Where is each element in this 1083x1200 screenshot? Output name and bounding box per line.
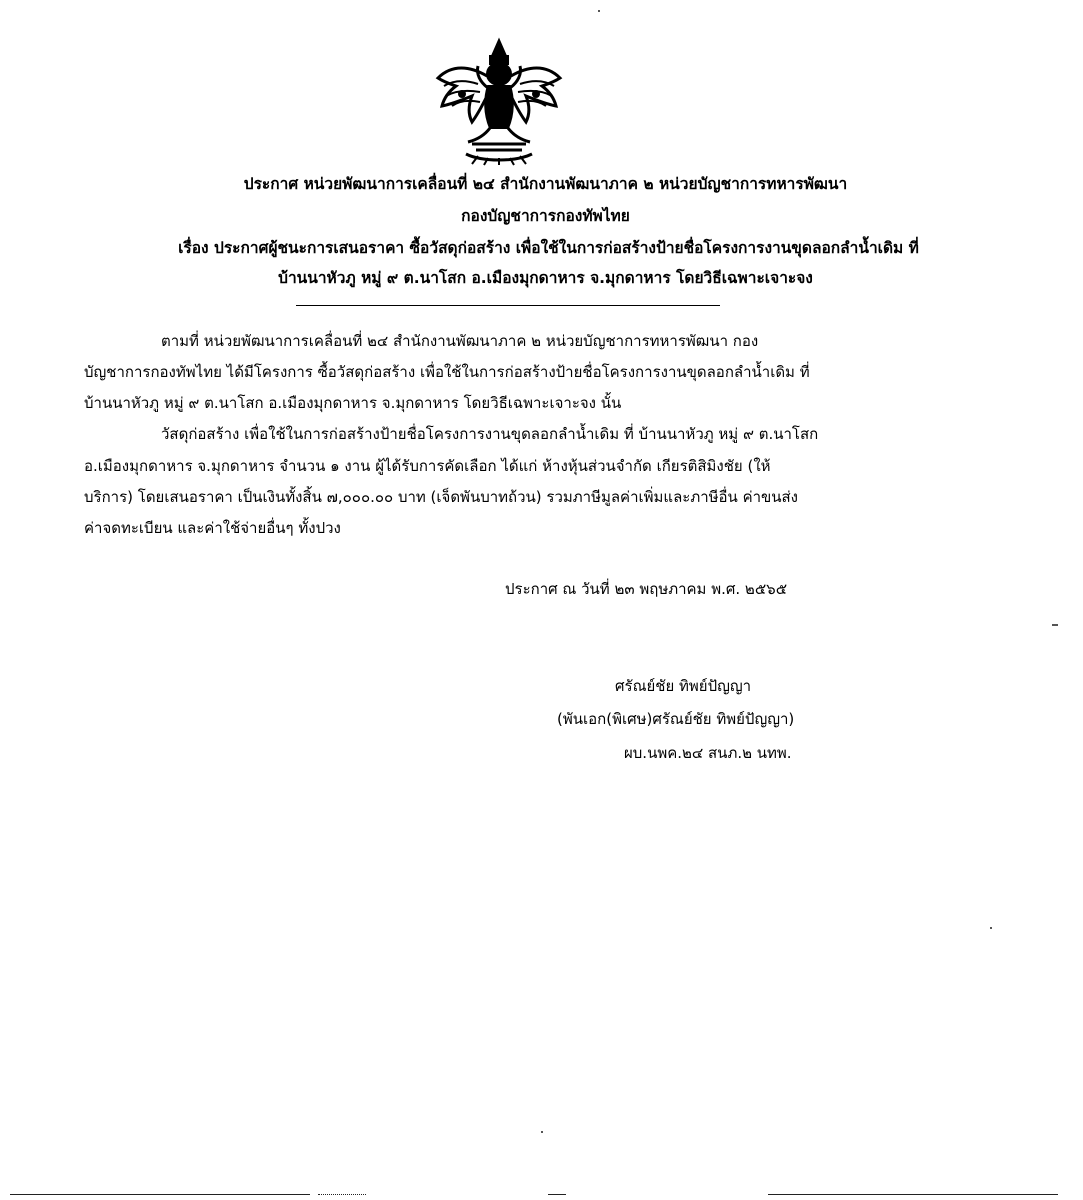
announcement-title-line-1: ประกาศ หน่วยพัฒนาการเคลื่อนที่ ๒๔ สำนักงานพัฒนาภาค ๒ หน่วยบัญชาการทหารพัฒนา <box>243 175 848 193</box>
signatory-full-name: (พันเอก(พิเศษ)ศรัณย์ชัย ทิพย์ปัญญา) <box>557 710 795 728</box>
scan-edge-line <box>318 1194 366 1195</box>
paragraph-2-line: ค่าจดทะเบียน และค่าใช้จ่ายอื่นๆ ทั้งปวง <box>84 519 341 537</box>
scan-speck <box>990 927 992 929</box>
paragraph-2-line: วัสดุก่อสร้าง เพื่อใช้ในการก่อสร้างป้ายชื่อโครงการงานขุดลอกลำน้ำเดิม ที่ บ้านนาหัวภู หมู่ ๙ ต.นาโสก <box>161 425 819 443</box>
signature-name: ศรัณย์ชัย ทิพย์ปัญญา <box>615 677 752 695</box>
announcement-title-line-2: กองบัญชาการกองทัพไทย <box>461 207 630 225</box>
paragraph-1-line: ตามที่ หน่วยพัฒนาการเคลื่อนที่ ๒๔ สำนักงานพัฒนาภาค ๒ หน่วยบัญชาการทหารพัฒนา กอง <box>161 332 759 350</box>
announcement-subject-line-1: เรื่อง ประกาศผู้ชนะการเสนอราคา ซื้อวัสดุก่อสร้าง เพื่อใช้ในการก่อสร้างป้ายชื่อโครงการงานขุดลอกลำน้ำเดิม ที่ <box>178 239 919 257</box>
scan-edge-line <box>768 1194 1058 1195</box>
announcement-date: ประกาศ ณ วันที่ ๒๓ พฤษภาคม พ.ศ. ๒๕๖๕ <box>505 580 788 598</box>
garuda-emblem-icon <box>432 36 566 166</box>
scan-edge-line <box>10 1194 310 1195</box>
paragraph-2-line: อ.เมืองมุกดาหาร จ.มุกดาหาร จำนวน ๑ งาน ผู้ได้รับการคัดเลือก ได้แก่ ห้างหุ้นส่วนจำกัด เกียรติสิมิงชัย (ให้ <box>84 457 771 475</box>
paragraph-2-line: บริการ) โดยเสนอราคา เป็นเงินทั้งสิ้น ๗,๐๐๐.๐๐ บาท (เจ็ดพันบาทถ้วน) รวมภาษีมูลค่าเพิ่มและภาษีอื่น ค่าขนส่ง <box>84 488 799 506</box>
paragraph-1-line: บัญชาการกองทัพไทย ได้มีโครงการ ซื้อวัสดุก่อสร้าง เพื่อใช้ในการก่อสร้างป้ายชื่อโครงการงานขุดลอกลำน้ำเดิม ที่ <box>84 363 810 381</box>
scan-speck <box>541 1131 543 1133</box>
signatory-position: ผบ.นพค.๒๔ สนภ.๒ นทพ. <box>624 744 792 762</box>
announcement-subject-line-2: บ้านนาหัวภู หมู่ ๙ ต.นาโสก อ.เมืองมุกดาหาร จ.มุกดาหาร โดยวิธีเฉพาะเจาะจง <box>278 269 813 287</box>
scan-speck <box>598 10 600 12</box>
scan-speck <box>1052 624 1058 626</box>
paragraph-1-line: บ้านนาหัวภู หมู่ ๙ ต.นาโสก อ.เมืองมุกดาหาร จ.มุกดาหาร โดยวิธีเฉพาะเจาะจง นั้น <box>84 394 622 412</box>
scan-edge-line <box>548 1194 566 1195</box>
header-divider <box>296 305 720 306</box>
